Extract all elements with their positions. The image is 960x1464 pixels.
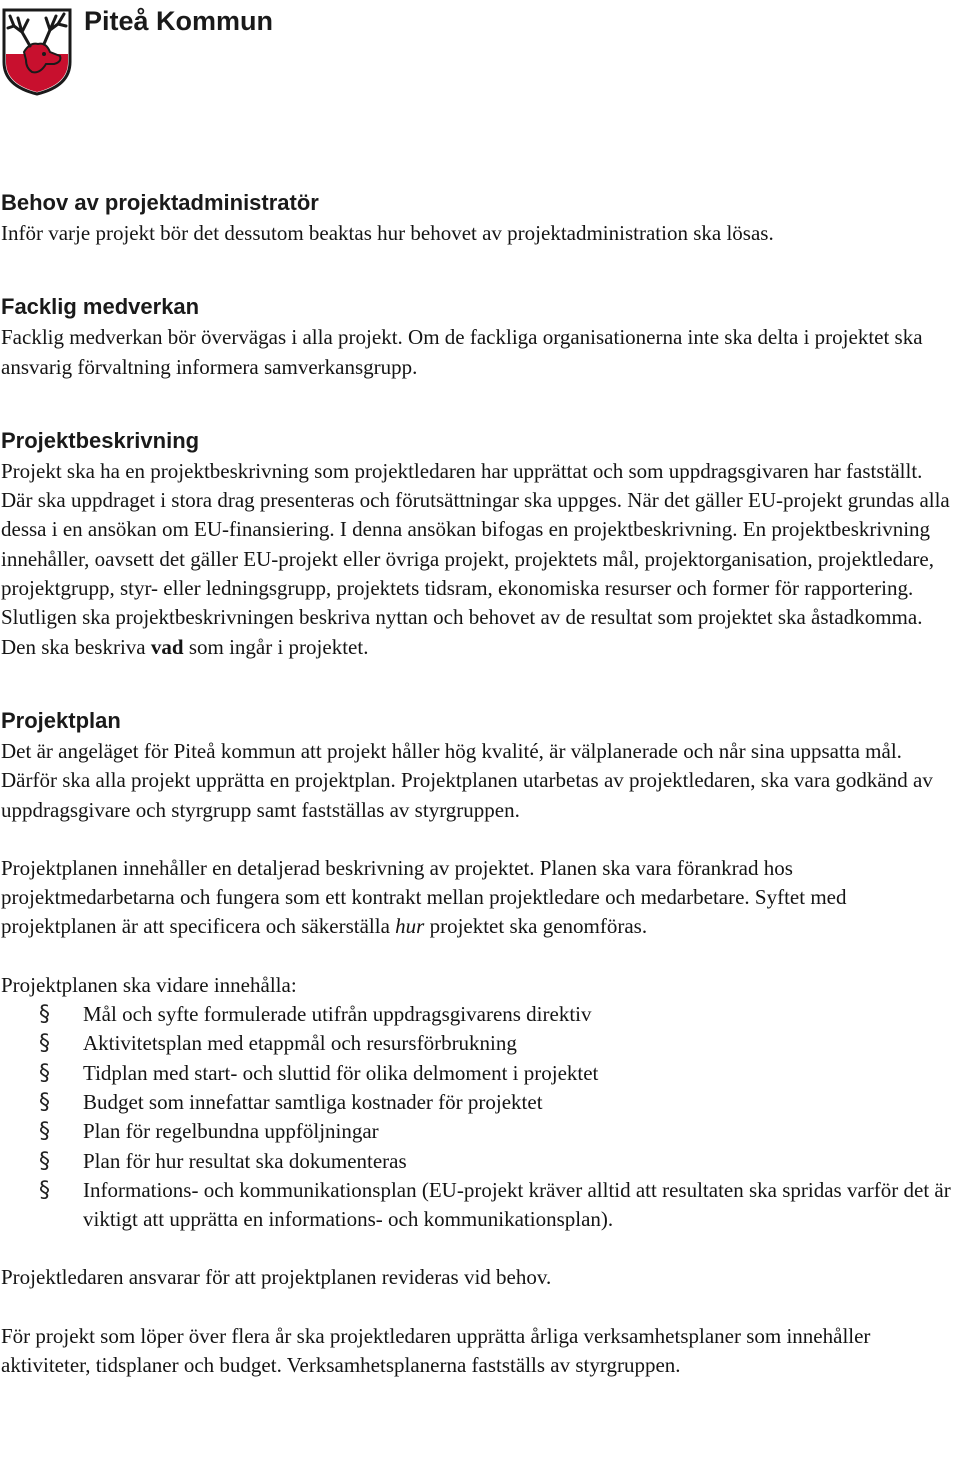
- section-text: Inför varje projekt bör det dessutom beaktas hur behovet av projektadministration ska lösas.: [1, 221, 774, 245]
- list-item-text: Informations- och kommunikationsplan (EU-projekt kräver alltid att resultaten ska spridas varför det är viktigt att upprätta en informations- och kommunikationsplan).: [83, 1177, 951, 1232]
- bold-text: vad: [150, 634, 184, 659]
- bullet-icon: §: [39, 1119, 50, 1145]
- list-item: [1, 1059, 957, 1088]
- bullet-icon: §: [39, 1031, 50, 1057]
- list-intro: Projektplanen ska vidare innehålla:: [1, 972, 297, 997]
- text-run: som ingår i projektet.: [183, 634, 369, 659]
- plan-paragraph-3: Projektledaren ansvarar för att projektplanen revideras vid behov.: [1, 1265, 552, 1290]
- plan-paragraph-1: Det är angeläget för Piteå kommun att projekt håller hög kvalité, är välplanerade och når sina uppsatta mål. Därför ska alla projekt upprätta en projektplan. Projektplanen utarbetas av projektledaren, ska vara godkänd av uppdragsgivare och styrgrupp samt fastställas av styrgruppen.: [1, 738, 933, 822]
- bullet-icon: §: [39, 1060, 50, 1086]
- section-text: [1, 457, 957, 662]
- reindeer-crest-icon: [0, 2, 74, 96]
- section-heading: Behov av projektadministratör: [1, 190, 319, 215]
- list-item-text: Mål och syfte formulerade utifrån uppdragsgivarens direktiv: [83, 1002, 592, 1027]
- text-run: Projektplanen innehåller en detaljerad beskrivning av projektet. Planen ska vara förankrad hos projektmedarbetarna och fungera som ett kontrakt mellan projektledare och medarbetare. Syftet med projektplanen är att specificera och säkerställa: [1, 855, 847, 939]
- list-item: [1, 1088, 957, 1117]
- plan-contents-list: [1, 1000, 957, 1234]
- section-text: Facklig medverkan bör övervägas i alla projekt. Om de fackliga organisationerna inte ska delta i projektet ska ansvarig förvaltning informera samverkansgrupp.: [1, 325, 923, 379]
- text-run: projektet ska genomföras.: [424, 914, 648, 939]
- list-item: [1, 1029, 957, 1058]
- list-item-text: Aktivitetsplan med etappmål och resursförbrukning: [83, 1031, 517, 1056]
- document-body: [1, 186, 957, 1380]
- section-description: [1, 424, 957, 662]
- list-item-text: Budget som innefattar samtliga kostnader för projektet: [83, 1089, 543, 1114]
- list-item: [1, 1147, 957, 1176]
- bullet-icon: §: [39, 1089, 50, 1115]
- section-heading: Projektbeskrivning: [1, 427, 200, 453]
- section-union: [1, 290, 957, 382]
- plan-paragraph-2: [1, 854, 957, 942]
- page-header: [0, 0, 960, 100]
- list-item-text: Plan för regelbundna uppföljningar: [83, 1119, 379, 1144]
- section-admin: [1, 186, 957, 248]
- list-item: [1, 1176, 957, 1235]
- section-plan: [1, 704, 957, 1380]
- list-item: [1, 1000, 957, 1029]
- italic-text: hur: [395, 914, 425, 939]
- plan-paragraph-4: För projekt som löper över flera år ska projektledaren upprätta årliga verksamhetsplaner som innehåller aktiviteter, tidsplaner och budget. Verksamhetsplanerna fastställs av styrgruppen.: [1, 1323, 871, 1378]
- list-item-text: Plan för hur resultat ska dokumenteras: [83, 1148, 407, 1173]
- bullet-icon: §: [39, 1002, 50, 1028]
- text-run: Projekt ska ha en projektbeskrivning som projektledaren har upprättat och som uppdragsgivaren har fastställt. Där ska uppdraget i stora drag presenteras och förutsättningar ska uppges. När det gäller EU-projekt grundas alla dessa i en ansökan om EU-finansiering. I denna ansökan bifogas en projektbeskrivning. En projektbeskrivning innehåller, oavsett det gäller EU-projekt eller övriga projekt, projektets mål, projektorganisation, projektledare, projektgrupp, styr- eller ledningsgrupp, projektets tidsram, ekonomiska resurser och former för rapportering. Slutligen ska projektbeskrivningen beskriva nyttan och behovet av de resultat som projektet ska åstadkomma. Den ska beskriva: [1, 458, 950, 659]
- brand-name: Piteå Kommun: [84, 6, 274, 36]
- list-item: [1, 1117, 957, 1146]
- bullet-icon: §: [39, 1177, 50, 1203]
- section-heading: Facklig medverkan: [1, 294, 200, 320]
- list-item-text: Tidplan med start- och sluttid för olika delmoment i projektet: [83, 1060, 599, 1085]
- bullet-icon: §: [39, 1148, 50, 1174]
- section-heading: Projektplan: [1, 707, 121, 733]
